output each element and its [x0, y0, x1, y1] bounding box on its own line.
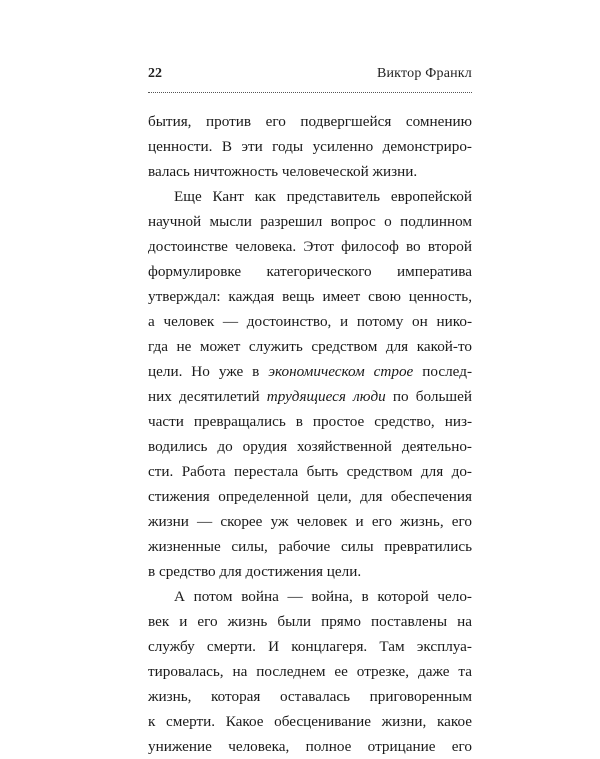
running-head-author: Виктор Франкл	[376, 66, 472, 81]
text-line	[148, 534, 472, 559]
body-text	[148, 109, 472, 759]
text-line	[148, 109, 472, 134]
text-line-content: них десятилетий	[148, 388, 260, 405]
text-line-content: бытия, против его подвергшейся сомнению	[148, 113, 472, 130]
text-line-content: формулировке категорического императива	[148, 263, 472, 280]
text-line	[148, 734, 472, 759]
text-line	[148, 609, 472, 634]
text-line-content: утверждал: каждая вещь имеет свою ценность,	[148, 288, 472, 305]
text-line	[148, 584, 472, 609]
text-line-content: части превращались в простое средство, низ-	[148, 413, 472, 430]
italic-phrase: экономическом строе	[268, 363, 414, 380]
text-line-content: жизненные силы, рабочие силы превратились	[148, 538, 472, 555]
text-line	[148, 284, 472, 309]
text-line	[148, 634, 472, 659]
page-number: 22	[148, 66, 162, 81]
text-line	[148, 159, 472, 184]
text-line-content: научной мысли разрешил вопрос о подлинном	[148, 213, 472, 230]
text-line	[148, 659, 472, 684]
text-line-content: валась ничтожность человеческой жизни.	[148, 163, 418, 180]
header-dotted-rule	[148, 92, 472, 93]
text-line-content: водились до орудия хозяйственной деятельно-	[148, 438, 472, 455]
text-line	[148, 559, 472, 584]
text-line-content: Еще Кант как представитель европейской	[174, 188, 472, 205]
text-line	[148, 684, 472, 709]
text-line-content: сти. Работа перестала быть средством для до-	[148, 463, 472, 480]
text-line-content: в средство для достижения цели.	[148, 563, 362, 580]
text-line	[148, 334, 472, 359]
text-line-content: а человек — достоинство, и потому он нико-	[148, 313, 472, 330]
text-line-content: цели. Но уже в	[148, 363, 260, 380]
text-line	[148, 134, 472, 159]
text-line	[148, 184, 472, 209]
text-line-content: век и его жизнь были прямо поставлены на	[148, 613, 472, 630]
text-line-content: унижение человека, полное отрицание его	[148, 738, 472, 755]
text-line	[148, 434, 472, 459]
text-line	[148, 459, 472, 484]
text-line-content: службу смерти. И концлагеря. Там эксплуа-	[148, 638, 472, 655]
italic-phrase: трудящиеся люди	[266, 388, 386, 405]
text-line-continuation: по большей	[392, 388, 472, 405]
text-line	[148, 309, 472, 334]
text-line	[148, 484, 472, 509]
text-line-content: А потом война — война, в которой чело-	[174, 588, 472, 605]
text-line	[148, 234, 472, 259]
text-line	[148, 259, 472, 284]
text-line	[148, 384, 472, 409]
running-head	[148, 66, 472, 86]
text-line	[148, 409, 472, 434]
text-line-content: стижения определенной цели, для обеспечения	[148, 488, 472, 505]
text-line	[148, 209, 472, 234]
text-line	[148, 359, 472, 384]
text-line-content: ценности. В эти годы усиленно демонстриро-	[148, 138, 472, 155]
text-line-content: тировалась, на последнем ее отрезке, даже та	[148, 663, 472, 680]
text-line-content: к смерти. Какое обесценивание жизни, какое	[148, 713, 472, 730]
text-line-content: жизнь, которая оставалась приговоренным	[148, 688, 472, 705]
text-line	[148, 709, 472, 734]
text-line-content: жизни — скорее уж человек и его жизнь, его	[148, 513, 472, 530]
text-line	[148, 509, 472, 534]
text-line-content: достоинстве человека. Этот философ во второй	[148, 238, 472, 255]
text-line-continuation: послед-	[422, 363, 473, 380]
text-line-content: гда не может служить средством для какой-то	[148, 338, 472, 355]
